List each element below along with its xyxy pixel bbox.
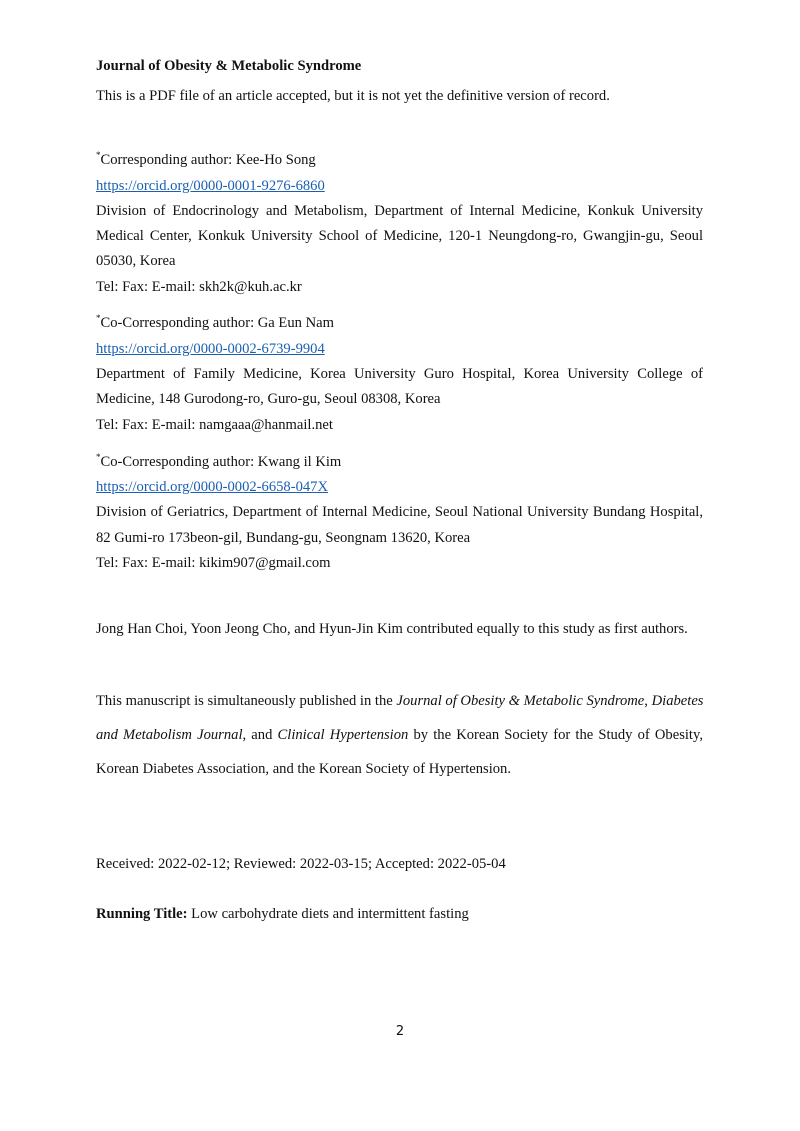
corresponding-author-2 [96,315,334,332]
orcid-link-3[interactable]: https://orcid.org/0000-0002-6658-047X [96,479,328,495]
address-line: Division of Endocrinology and Metabolism, Department of Internal Medicine, Konkuk University [96,203,703,219]
author-role-line: Corresponding author: Kee-Ho Song [100,152,316,168]
publication-note-text: , and [242,727,278,743]
journal-name: Journal of Obesity & Metabolic Syndrome [396,693,645,709]
orcid-link-1[interactable]: https://orcid.org/0000-0001-9276-6860 [96,178,325,194]
publication-note-text: This manuscript is simultaneously published in the [96,693,397,709]
corresponding-author-1 [96,152,316,169]
author-role-line: Co-Corresponding author: Kwang il Kim [100,454,342,470]
publication-note-line [96,727,703,744]
address-line: Division of Geriatrics, Department of Internal Medicine, Seoul National University Bundang Hospital, [96,504,703,520]
address-line: Medical Center, Konkuk University School of Medicine, 120-1 Neungdong-ro, Gwangjin-gu, Seoul [96,228,703,244]
publication-note-line: Korean Diabetes Association, and the Korean Society of Hypertension. [96,761,511,777]
author-marker: * [96,452,101,463]
address-line: 05030, Korea [96,253,176,269]
running-title [96,906,469,923]
journal-title: Journal of Obesity & Metabolic Syndrome [96,58,362,74]
running-title-text: Low carbohydrate diets and intermittent fasting [187,906,469,922]
author-marker: * [96,150,101,161]
address-line: 82 Gumi-ro 173beon-gil, Bundang-gu, Seongnam 13620, Korea [96,530,471,546]
publication-note-text: , [644,693,652,709]
contribution-note: Jong Han Choi, Yoon Jeong Cho, and Hyun-Jin Kim contributed equally to this study as first authors. [96,621,688,637]
corresponding-author-3 [96,454,341,471]
contact-line-1: Tel: Fax: E-mail: skh2k@kuh.ac.kr [96,279,302,295]
address-line: Medicine, 148 Gurodong-ro, Guro-gu, Seoul 08308, Korea [96,391,441,407]
contact-line-3: Tel: Fax: E-mail: kikim907@gmail.com [96,555,331,571]
orcid-link-2[interactable]: https://orcid.org/0000-0002-6739-9904 [96,341,325,357]
author-marker: * [96,313,101,324]
accepted-notice: This is a PDF file of an article accepted, but it is not yet the definitive version of record. [96,88,610,104]
journal-name: and Metabolism Journal [96,727,243,743]
page-number: 2 [395,1024,405,1039]
publication-note-text: by the Korean Society for the Study of Obesity, [408,727,703,743]
publication-note-line [96,693,703,710]
contact-line-2: Tel: Fax: E-mail: namgaaa@hanmail.net [96,417,333,433]
address-line: Department of Family Medicine, Korea University Guro Hospital, Korea University College of [96,366,703,382]
journal-name: Diabetes [651,693,704,709]
author-role-line: Co-Corresponding author: Ga Eun Nam [100,315,334,331]
journal-name: Clinical Hypertension [277,727,409,743]
running-title-label: Running Title: [96,906,188,922]
article-dates: Received: 2022-02-12; Reviewed: 2022-03-15; Accepted: 2022-05-04 [96,856,506,872]
